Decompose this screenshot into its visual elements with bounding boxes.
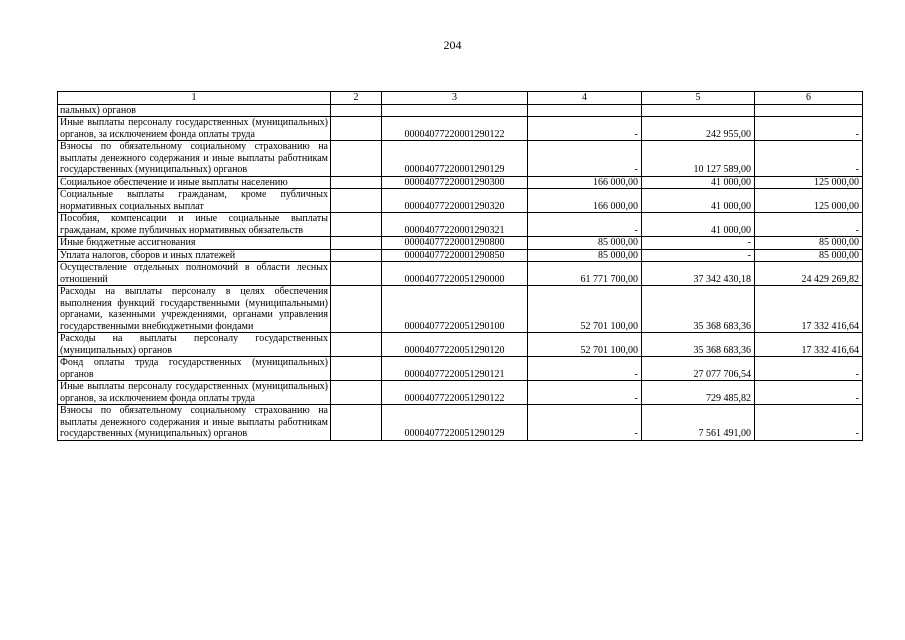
table-row [58,333,863,357]
row-col2-cell [331,286,382,333]
row-col2-cell [331,213,382,237]
row-value-col5-cell: 41 000,00 [642,176,755,189]
row-col2-cell [331,262,382,286]
row-name-cell: Уплата налогов, сборов и иных платежей [58,249,331,262]
row-value-col5-cell: 37 342 430,18 [642,262,755,286]
row-value-col5-cell: - [642,237,755,250]
row-code-cell: 00004077220001290300 [382,176,528,189]
row-col2-cell [331,405,382,441]
row-col2-cell [331,237,382,250]
row-name-cell: Фонд оплаты труда государственных (муниципальных) органов [58,357,331,381]
table-row [58,237,863,250]
row-code-cell: 00004077220051290129 [382,405,528,441]
row-value-col6-cell: 85 000,00 [755,249,863,262]
row-col2-cell [331,381,382,405]
table-row [58,357,863,381]
row-value-col4-cell: - [528,381,642,405]
row-value-col6-cell: 17 332 416,64 [755,286,863,333]
row-value-col4-cell: - [528,405,642,441]
table-row [58,213,863,237]
row-code-cell: 00004077220051290121 [382,357,528,381]
row-code-cell: 00004077220051290100 [382,286,528,333]
row-value-col6-cell: 85 000,00 [755,237,863,250]
row-col2-cell [331,189,382,213]
row-value-col4-cell: 166 000,00 [528,176,642,189]
row-value-col5-cell: 242 955,00 [642,117,755,141]
page-number: 204 [443,38,462,52]
row-name-cell: Осуществление отдельных полномочий в области лесных отношений [58,262,331,286]
row-value-col4-cell: 85 000,00 [528,237,642,250]
row-value-col5-cell: 35 368 683,36 [642,286,755,333]
row-value-col4-cell: - [528,117,642,141]
budget-table [57,91,863,441]
row-name-cell: Взносы по обязательному социальному страхованию на выплаты денежного содержания и иные выплаты работникам государственных (муниципальных) органов [58,405,331,441]
row-value-col4-cell: - [528,141,642,177]
column-header: 1 [58,92,331,105]
row-value-col6-cell: 125 000,00 [755,189,863,213]
column-header: 5 [642,92,755,105]
column-header: 2 [331,92,382,105]
row-value-col6-cell: - [755,357,863,381]
row-value-col6-cell: - [755,213,863,237]
row-code-cell: 00004077220001290800 [382,237,528,250]
row-value-col5-cell: 35 368 683,36 [642,333,755,357]
row-name-cell: Пособия, компенсации и иные социальные выплаты гражданам, кроме публичных нормативных обязательств [58,213,331,237]
row-code-cell: 00004077220051290120 [382,333,528,357]
column-header: 4 [528,92,642,105]
row-value-col5-cell [642,104,755,117]
row-value-col4-cell: 52 701 100,00 [528,286,642,333]
row-value-col6-cell: - [755,405,863,441]
row-code-cell: 00004077220001290122 [382,117,528,141]
row-value-col5-cell: 41 000,00 [642,189,755,213]
row-value-col6-cell: - [755,141,863,177]
row-value-col6-cell: 17 332 416,64 [755,333,863,357]
row-name-cell: Иные выплаты персоналу государственных (муниципальных) органов, за исключением фонда оплаты труда [58,117,331,141]
table-row [58,405,863,441]
row-value-col6-cell: - [755,117,863,141]
row-col2-cell [331,141,382,177]
row-name-cell: Расходы на выплаты персоналу в целях обеспечения выполнения функций государственными (муниципальными) органами, казенными учреждениями, органами управления государственными внебюджетными фондами [58,286,331,333]
row-value-col4-cell [528,104,642,117]
row-col2-cell [331,176,382,189]
row-value-col4-cell: 61 771 700,00 [528,262,642,286]
row-col2-cell [331,104,382,117]
row-value-col6-cell: 125 000,00 [755,176,863,189]
table-row [58,381,863,405]
table-row [58,104,863,117]
table-row [58,286,863,333]
row-value-col5-cell: - [642,249,755,262]
row-code-cell: 00004077220051290122 [382,381,528,405]
row-name-cell: Социальное обеспечение и иные выплаты населению [58,176,331,189]
row-value-col4-cell: 166 000,00 [528,189,642,213]
row-col2-cell [331,333,382,357]
row-value-col6-cell [755,104,863,117]
table-row [58,249,863,262]
table-header-row [58,92,863,105]
row-code-cell: 00004077220001290321 [382,213,528,237]
row-value-col4-cell: - [528,357,642,381]
row-code-cell: 00004077220001290320 [382,189,528,213]
row-code-cell: 00004077220001290850 [382,249,528,262]
row-code-cell: 00004077220001290129 [382,141,528,177]
row-name-cell: пальных) органов [58,104,331,117]
table-row [58,141,863,177]
row-value-col4-cell: - [528,213,642,237]
row-value-col5-cell: 10 127 589,00 [642,141,755,177]
row-code-cell [382,104,528,117]
row-value-col5-cell: 41 000,00 [642,213,755,237]
row-name-cell: Социальные выплаты гражданам, кроме публичных нормативных социальных выплат [58,189,331,213]
row-name-cell: Иные выплаты персоналу государственных (муниципальных) органов, за исключением фонда оплаты труда [58,381,331,405]
row-col2-cell [331,357,382,381]
row-value-col6-cell: - [755,381,863,405]
table-row [58,117,863,141]
row-value-col5-cell: 27 077 706,54 [642,357,755,381]
row-code-cell: 00004077220051290000 [382,262,528,286]
column-header: 6 [755,92,863,105]
table-row [58,262,863,286]
column-header: 3 [382,92,528,105]
table-row [58,189,863,213]
row-value-col4-cell: 52 701 100,00 [528,333,642,357]
row-value-col5-cell: 729 485,82 [642,381,755,405]
row-value-col5-cell: 7 561 491,00 [642,405,755,441]
row-value-col4-cell: 85 000,00 [528,249,642,262]
table-row [58,176,863,189]
row-col2-cell [331,249,382,262]
row-col2-cell [331,117,382,141]
row-name-cell: Расходы на выплаты персоналу государственных (муниципальных) органов [58,333,331,357]
row-name-cell: Взносы по обязательному социальному страхованию на выплаты денежного содержания и иные выплаты работникам государственных (муниципальных) органов [58,141,331,177]
row-value-col6-cell: 24 429 269,82 [755,262,863,286]
row-name-cell: Иные бюджетные ассигнования [58,237,331,250]
